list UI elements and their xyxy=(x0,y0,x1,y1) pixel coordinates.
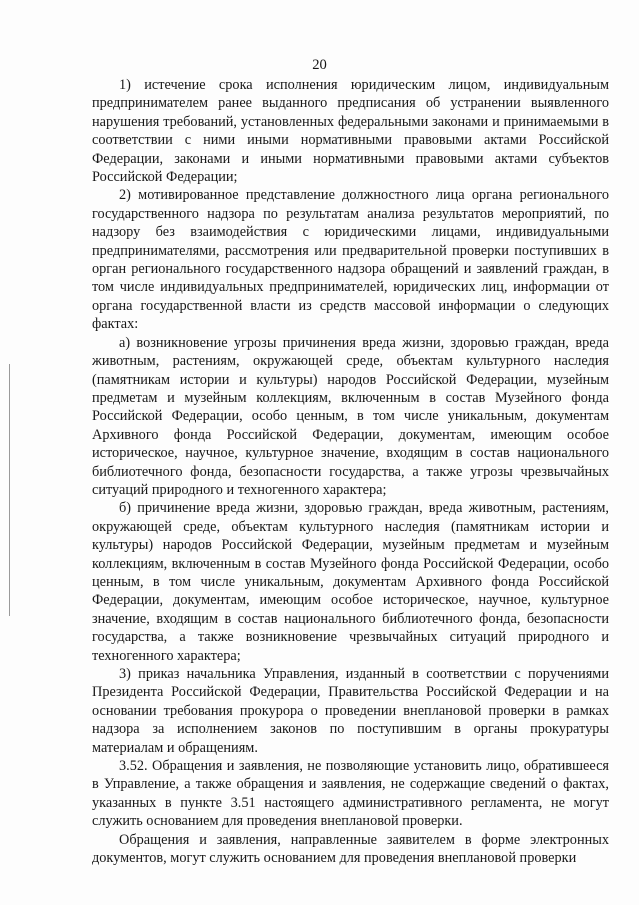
paragraph-3-52: 3.52. Обращения и заявления, не позволяющие установить лицо, обратившееся в Управление, а также обращения и заявления, не содержащие сведений о фактах, указанных в пункте 3.51 настоящего административного регламента, не могут служить основанием для проведения внеплановой проверки. xyxy=(92,758,609,830)
scan-edge-line xyxy=(9,364,10,616)
paragraph-item-2: 2) мотивированное представление должностного лица органа регионального государственного надзора по результатам анализа результатов мероприятий, по надзору без взаимодействия с юридическими лицами, индивидуальными предпринимателями, рассмотрения или предварительной проверки поступивших в орган регионального государственного надзора обращений и заявлений граждан, в том числе индивидуальных предпринимателей, юридических лиц, информации от органа государственной власти из средств массовой информации о следующих фактах: xyxy=(92,187,609,333)
paragraph-electronic-documents: Обращения и заявления, направленные заявителем в форме электронных документов, могут служить основанием для проведения внеплановой проверки xyxy=(92,831,609,867)
paragraph-item-3: 3) приказ начальника Управления, изданный в соответствии с поручениями Президента Российской Федерации, Правительства Российской Федерации и на основании требования прокурора о проведении внеплановой проверки в рамках надзора за исполнением законов по поступившим в органы прокуратуры материалам и обращениям. xyxy=(92,666,609,756)
paragraph-item-b: б) причинение вреда жизни, здоровью граждан, вреда животным, растениям, окружающей среде, объектам культурного наследия (памятникам истории и культуры) народов Российской Федерации, музейным предметам и музейным коллекциям, включенным в состав Музейного фонда Российской Федерации, особо ценным, в том числе уникальным, документам Архивного фонда Российской Федерации, документам, имеющим особое историческое, научное, культурное значение, входящим в состав национального библиотечного фонда, безопасности государства, а также возникновение чрезвычайных ситуаций природного и техногенного характера; xyxy=(92,500,609,664)
paragraph-item-1: 1) истечение срока исполнения юридическим лицом, индивидуальным предпринимателем ранее выданного предписания об устранении выявленного нарушения требований, установленных федеральными законами и принимаемыми в соответствии с ними иными нормативными правовыми актами Российской Федерации, законами и иными нормативными правовыми актами субъектов Российской Федерации; xyxy=(92,77,609,186)
page-number: 20 xyxy=(312,57,327,73)
paragraph-item-a: а) возникновение угрозы причинения вреда жизни, здоровью граждан, вреда животным, растениям, окружающей среде, объектам культурного наследия (памятникам истории и культуры) народов Российской Федерации, музейным предметам и музейным коллекциям, включенным в состав Музейного фонда Российской Федерации, особо ценным, в том числе уникальным, документам Архивного фонда Российской Федерации, документам, имеющим особое историческое, научное, культурное значение, входящим в состав национального библиотечного фонда, безопасности государства, а также угрозы чрезвычайных ситуаций природного и техногенного характера; xyxy=(92,334,609,498)
document-body xyxy=(92,76,609,867)
